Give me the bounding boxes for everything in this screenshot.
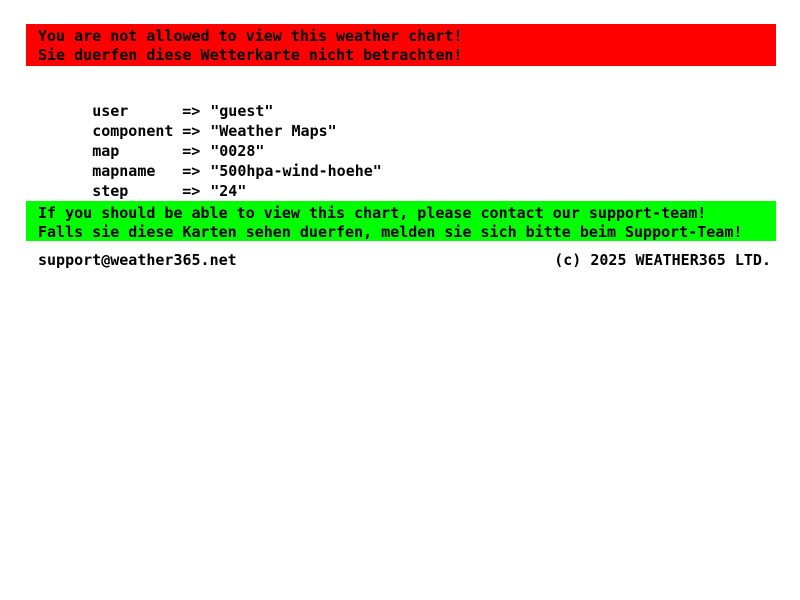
param-value: "guest" [210, 102, 274, 120]
param-value: "24" [210, 182, 247, 200]
param-key: mapname [92, 162, 156, 180]
arrow-glyph: => [182, 182, 201, 200]
param-key: component [92, 122, 174, 140]
error-message-german: Sie duerfen diese Wetterkarte nicht betrachten! [38, 46, 463, 64]
error-message-english: You are not allowed to view this weather chart! [38, 27, 463, 45]
error-banner [26, 24, 776, 66]
param-key: user [92, 102, 129, 120]
support-banner [26, 201, 776, 241]
support-email: support@weather365.net [38, 251, 237, 269]
param-value: "500hpa-wind-hoehe" [210, 162, 382, 180]
arrow-glyph: => [182, 162, 201, 180]
support-message-german: Falls sie diese Karten sehen duerfen, melden sie sich bitte beim Support-Team! [38, 223, 743, 241]
param-key: map [92, 142, 120, 160]
arrow-glyph: => [182, 102, 201, 120]
copyright-notice: (c) 2025 WEATHER365 LTD. [554, 251, 771, 269]
arrow-glyph: => [182, 122, 201, 140]
arrow-glyph: => [182, 142, 201, 160]
footer [26, 251, 776, 270]
param-row-user [38, 81, 382, 120]
param-key: step [92, 182, 129, 200]
param-value: "Weather Maps" [210, 122, 337, 140]
param-value: "0028" [210, 142, 265, 160]
request-parameters [38, 81, 382, 200]
support-message-english: If you should be able to view this chart, please contact our support-team! [38, 204, 707, 222]
